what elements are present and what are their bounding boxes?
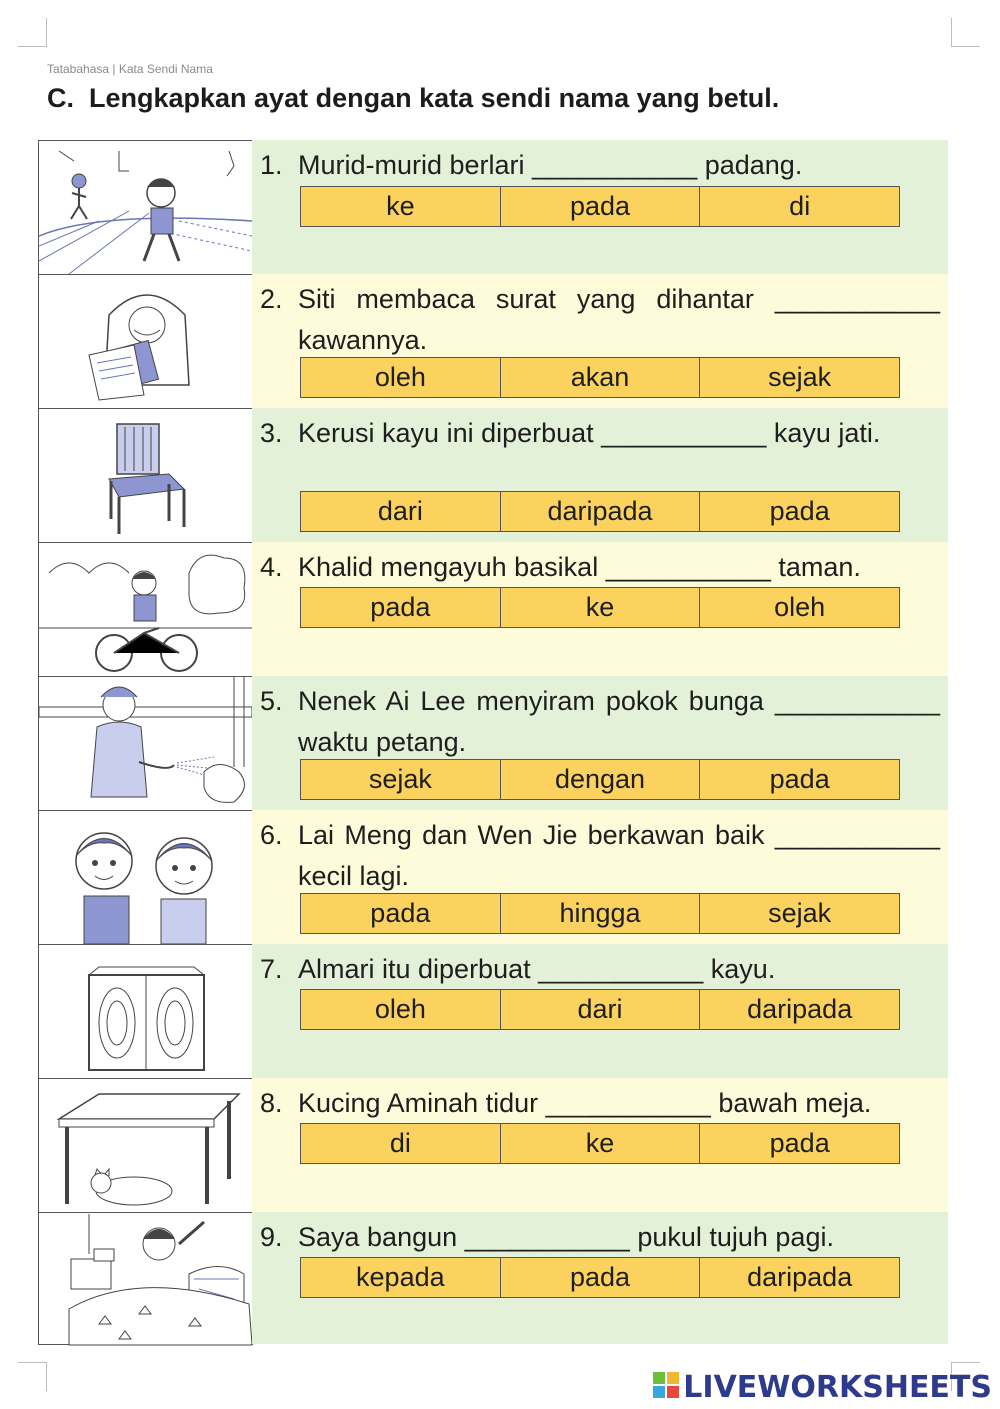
option-button[interactable]: oleh <box>301 358 501 397</box>
question-sentence: Murid-murid berlari ___________ padang. <box>298 150 803 180</box>
answer-options-4 <box>300 587 900 628</box>
boy-waking-up-icon <box>38 1212 253 1345</box>
liveworksheets-icon <box>653 1371 679 1406</box>
option-button[interactable]: ke <box>501 1124 701 1163</box>
question-sentence: Kucing Aminah tidur ___________ bawah meja. <box>298 1088 872 1118</box>
section-letter: C. <box>47 83 74 113</box>
option-button[interactable]: pada <box>501 187 701 226</box>
answer-options-3 <box>300 491 900 532</box>
option-button[interactable]: di <box>700 187 899 226</box>
wooden-chair-icon <box>38 408 253 543</box>
option-button[interactable]: hingga <box>501 894 701 933</box>
option-button[interactable]: dari <box>301 492 501 531</box>
grandma-watering-plants-icon <box>38 676 253 811</box>
option-button[interactable]: ke <box>301 187 501 226</box>
option-button[interactable]: oleh <box>301 990 501 1029</box>
option-button[interactable]: akan <box>501 358 701 397</box>
option-button[interactable]: dengan <box>501 760 701 799</box>
children-running-field-icon <box>38 140 253 275</box>
question-text-9 <box>260 1217 940 1258</box>
answer-options-2 <box>300 357 900 398</box>
question-row-4 <box>38 542 948 676</box>
question-number: 4. <box>260 552 283 582</box>
question-body-7 <box>252 944 948 1078</box>
crop-mark-top-right <box>951 18 980 47</box>
answer-options-6 <box>300 893 900 934</box>
question-sentence: Saya bangun ___________ pukul tujuh pagi. <box>298 1222 834 1252</box>
question-row-1 <box>38 140 948 274</box>
question-sheet <box>38 140 948 1344</box>
question-row-8 <box>38 1078 948 1212</box>
question-text-6 <box>260 815 940 897</box>
question-row-2 <box>38 274 948 408</box>
question-number: 1. <box>260 150 283 180</box>
option-button[interactable]: kepada <box>301 1258 501 1297</box>
question-row-6 <box>38 810 948 944</box>
option-button[interactable]: pada <box>700 1124 899 1163</box>
boy-cycling-icon <box>38 542 253 677</box>
crop-mark-top-left <box>18 18 47 47</box>
question-body-5 <box>252 676 948 810</box>
question-body-1 <box>252 140 948 274</box>
question-number: 3. <box>260 418 283 448</box>
section-instruction: Lengkapkan ayat dengan kata sendi nama yang betul. <box>89 83 780 113</box>
answer-options-9 <box>300 1257 900 1298</box>
girl-reading-letter-icon <box>38 274 253 409</box>
answer-options-8 <box>300 1123 900 1164</box>
question-row-9 <box>38 1212 948 1344</box>
question-text-1 <box>260 145 940 186</box>
question-sentence: Nenek Ai Lee menyiram pokok bunga ___________ waktu petang. <box>298 686 940 757</box>
option-button[interactable]: sejak <box>301 760 501 799</box>
liveworksheets-logo <box>653 1370 992 1406</box>
question-sentence: Lai Meng dan Wen Jie berkawan baik ___________ kecil lagi. <box>298 820 940 891</box>
question-number: 9. <box>260 1222 283 1252</box>
crop-mark-bottom-left <box>18 1362 47 1391</box>
question-text-4 <box>260 547 940 588</box>
question-row-7 <box>38 944 948 1078</box>
question-body-6 <box>252 810 948 944</box>
question-number: 8. <box>260 1088 283 1118</box>
option-button[interactable]: sejak <box>700 894 899 933</box>
question-text-2 <box>260 279 940 361</box>
question-body-9 <box>252 1212 948 1344</box>
answer-options-5 <box>300 759 900 800</box>
question-text-8 <box>260 1083 940 1124</box>
question-number: 5. <box>260 686 283 716</box>
question-text-3 <box>260 413 940 454</box>
option-button[interactable]: pada <box>700 760 899 799</box>
question-body-3 <box>252 408 948 542</box>
answer-options-1 <box>300 186 900 227</box>
option-button[interactable]: daripada <box>700 990 899 1029</box>
question-number: 7. <box>260 954 283 984</box>
option-button[interactable]: sejak <box>700 358 899 397</box>
question-sentence: Khalid mengayuh basikal ___________ taman. <box>298 552 861 582</box>
option-button[interactable]: pada <box>700 492 899 531</box>
question-sentence: Kerusi kayu ini diperbuat ___________ kayu jati. <box>298 418 881 448</box>
liveworksheets-brand: LIVEWORKSHEETS <box>683 1370 992 1405</box>
option-button[interactable]: pada <box>301 588 501 627</box>
option-button[interactable]: daripada <box>501 492 701 531</box>
worksheet-subtitle: Tatabahasa | Kata Sendi Nama <box>47 62 213 76</box>
question-number: 2. <box>260 284 283 314</box>
cat-under-table-icon <box>38 1078 253 1213</box>
question-row-5 <box>38 676 948 810</box>
wooden-cabinet-icon <box>38 944 253 1079</box>
option-button[interactable]: daripada <box>700 1258 899 1297</box>
question-body-2 <box>252 274 948 408</box>
question-row-3 <box>38 408 948 542</box>
question-text-5 <box>260 681 940 763</box>
question-sentence: Almari itu diperbuat ___________ kayu. <box>298 954 776 984</box>
option-button[interactable]: oleh <box>700 588 899 627</box>
question-text-7 <box>260 949 940 990</box>
question-body-8 <box>252 1078 948 1212</box>
option-button[interactable]: dari <box>501 990 701 1029</box>
option-button[interactable]: pada <box>301 894 501 933</box>
option-button[interactable]: ke <box>501 588 701 627</box>
two-boys-friends-icon <box>38 810 253 945</box>
section-title <box>47 83 779 114</box>
option-button[interactable]: pada <box>501 1258 701 1297</box>
question-body-4 <box>252 542 948 676</box>
question-number: 6. <box>260 820 283 850</box>
option-button[interactable]: di <box>301 1124 501 1163</box>
answer-options-7 <box>300 989 900 1030</box>
question-sentence: Siti membaca surat yang dihantar ___________ kawannya. <box>298 284 940 355</box>
